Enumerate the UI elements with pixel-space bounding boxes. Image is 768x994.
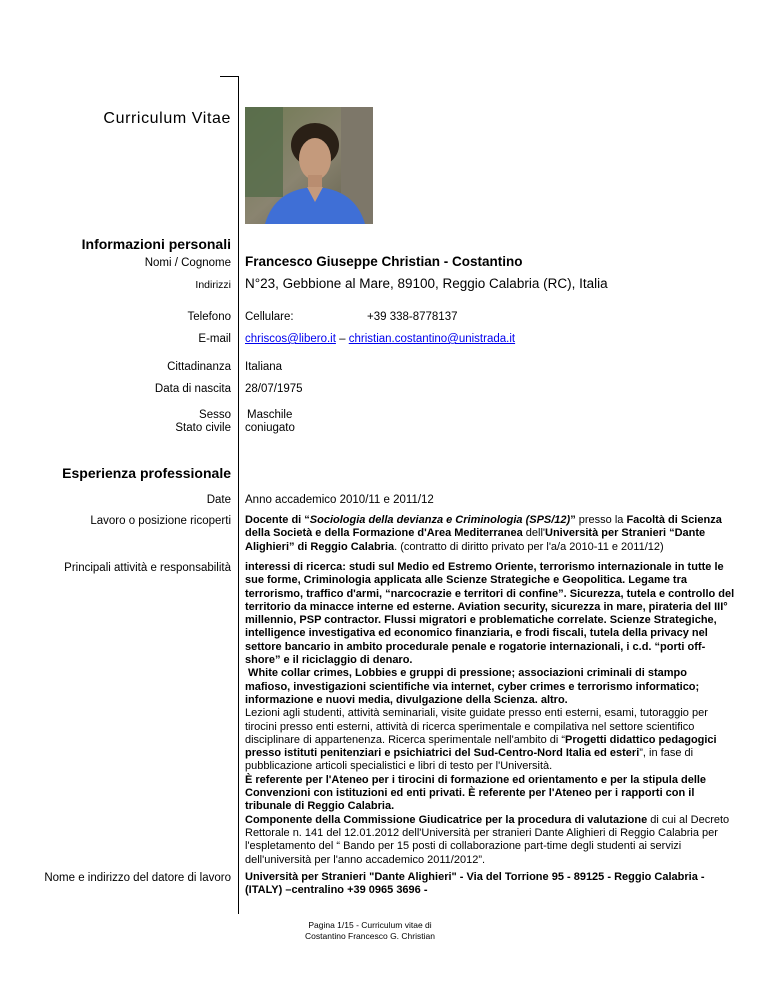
document-title: Curriculum Vitae [103, 110, 231, 127]
footer-line-2: Costantino Francesco G. Christian [305, 931, 435, 941]
header-rule [220, 76, 239, 77]
date-label: Date [206, 494, 231, 506]
email-separator: – [335, 333, 349, 345]
section-personal-info: Informazioni personali [81, 236, 231, 252]
sex-label: Sesso [199, 409, 231, 421]
role-label: Lavoro o posizione ricoperti [90, 515, 231, 527]
email-link-2[interactable]: christian.costantino@unistrada.it [348, 333, 516, 345]
column-divider [238, 76, 239, 914]
date-value: Anno accademico 2010/11 e 2011/12 [245, 494, 434, 506]
sex-value: Maschile [247, 409, 293, 421]
email-link-1[interactable]: chriscos@libero.it [245, 333, 336, 345]
section-experience: Esperienza professionale [62, 465, 231, 481]
phone-label: Telefono [187, 311, 231, 323]
email-links [245, 332, 515, 346]
phone-number: +39 338-8778137 [367, 311, 458, 323]
birthdate-label: Data di nascita [154, 383, 231, 395]
email-label: E-mail [198, 333, 231, 345]
civil-status-value: coniugato [245, 422, 295, 434]
role-description: Docente di “Sociologia della devianza e Criminologia (SPS/12)” presso la Facoltà di Scienza della Società e della Formazione d'Area Mediterranea dell'Università per Stranieri “Dante Alighieri” di Reggio Calabria. (contratto di diritto privato per l'a/a 2010-11 e 2011/12) [245, 514, 722, 553]
profile-photo [245, 107, 373, 224]
employer-label: Nome e indirizzo del datore di lavoro [44, 872, 231, 884]
name-value: Francesco Giuseppe Christian - Costantino [245, 254, 523, 269]
employer-value: Università per Stranieri "Dante Alighieri" - Via del Torrione 95 - 89125 - Reggio Calabria - (ITALY) –centralino +39 0965 3696 - [245, 871, 705, 897]
civil-status-label: Stato civile [175, 422, 231, 434]
footer-line-1: Pagina 1/15 - Curriculum vitae di [308, 920, 432, 930]
page-footer [240, 920, 500, 942]
citizenship-value: Italiana [245, 361, 283, 373]
address-value: N°23, Gebbione al Mare, 89100, Reggio Calabria (RC), Italia [245, 276, 608, 291]
activities-description: interessi di ricerca: studi sul Medio ed Estremo Oriente, terrorismo internazionale in tutte le sue forme, Criminologia applicata alle Scienze Strategiche e Geopolitica. Legame tra terrorismo, traffico d'armi, “narcocrazie e territori di confine”. Sicurezza, tutela e controllo del territorio da minacce interne ed esterne. Aviation security, sicurezza in mare, pirateria del III° millennio, PSP contractor. Flussi migratori e problematiche correlate. Scienze Strategiche, intelligence investigativa ed economico finanziaria, e frodi fiscali, tutela della privacy nel settore bancario in ambito procedurale penale e rogatorie internazionali, i c.d. “porti off-shore” e il riciclaggio di denaro. White collar crimes, Lobbies e gruppi di pressione; associazioni criminali di stampo mafioso, investigazioni scientifiche via internet, cyber crimes e terrorismo informatico; informazione e nuovi media, divulgazione della Scienza. altro. Lezioni agli studenti, attività seminariali, visite guidate presso enti esterni, esami, tutoraggio per tirocini presso enti esterni, attività di ricerca sperimentale e compilativa nel settore scientifico disciplinare di appartenenza. Ricerca sperimentale nell'ambito di “Progetti didattico pedagogici presso istituti penitenziari e psichiatrici del Sud-Centro-Nord Italia ed esteri”, in fase di pubblicazione articoli specialistici e libri di testo per l'Università. È referente per l'Ateneo per i tirocini di formazione ed orientamento e per la stipula delle Convenzioni con istituzioni ed enti privati. È referente per l'Ateneo per i rapporti con il tribunale di Reggio Calabria. Componente della Commissione Giudicatrice per la procedura di valutazione di cui al Decreto Rettorale n. 141 del 12.01.2012 dell'Università per stranieri Dante Alighieri di Reggio Calabria per l'espletamento del “ Bando per 15 posti di collaborazione part-time degli studenti ai servizi dell'università per l'anno accademico 2011/2012”. [245, 561, 735, 866]
activities-label: Principali attività e responsabilità [64, 562, 231, 574]
phone-type: Cellulare: [245, 311, 294, 323]
birthdate-value: 28/07/1975 [245, 383, 303, 395]
address-label: Indirizzi [195, 279, 231, 291]
name-label: Nomi / Cognome [144, 257, 231, 269]
citizenship-label: Cittadinanza [167, 361, 231, 373]
